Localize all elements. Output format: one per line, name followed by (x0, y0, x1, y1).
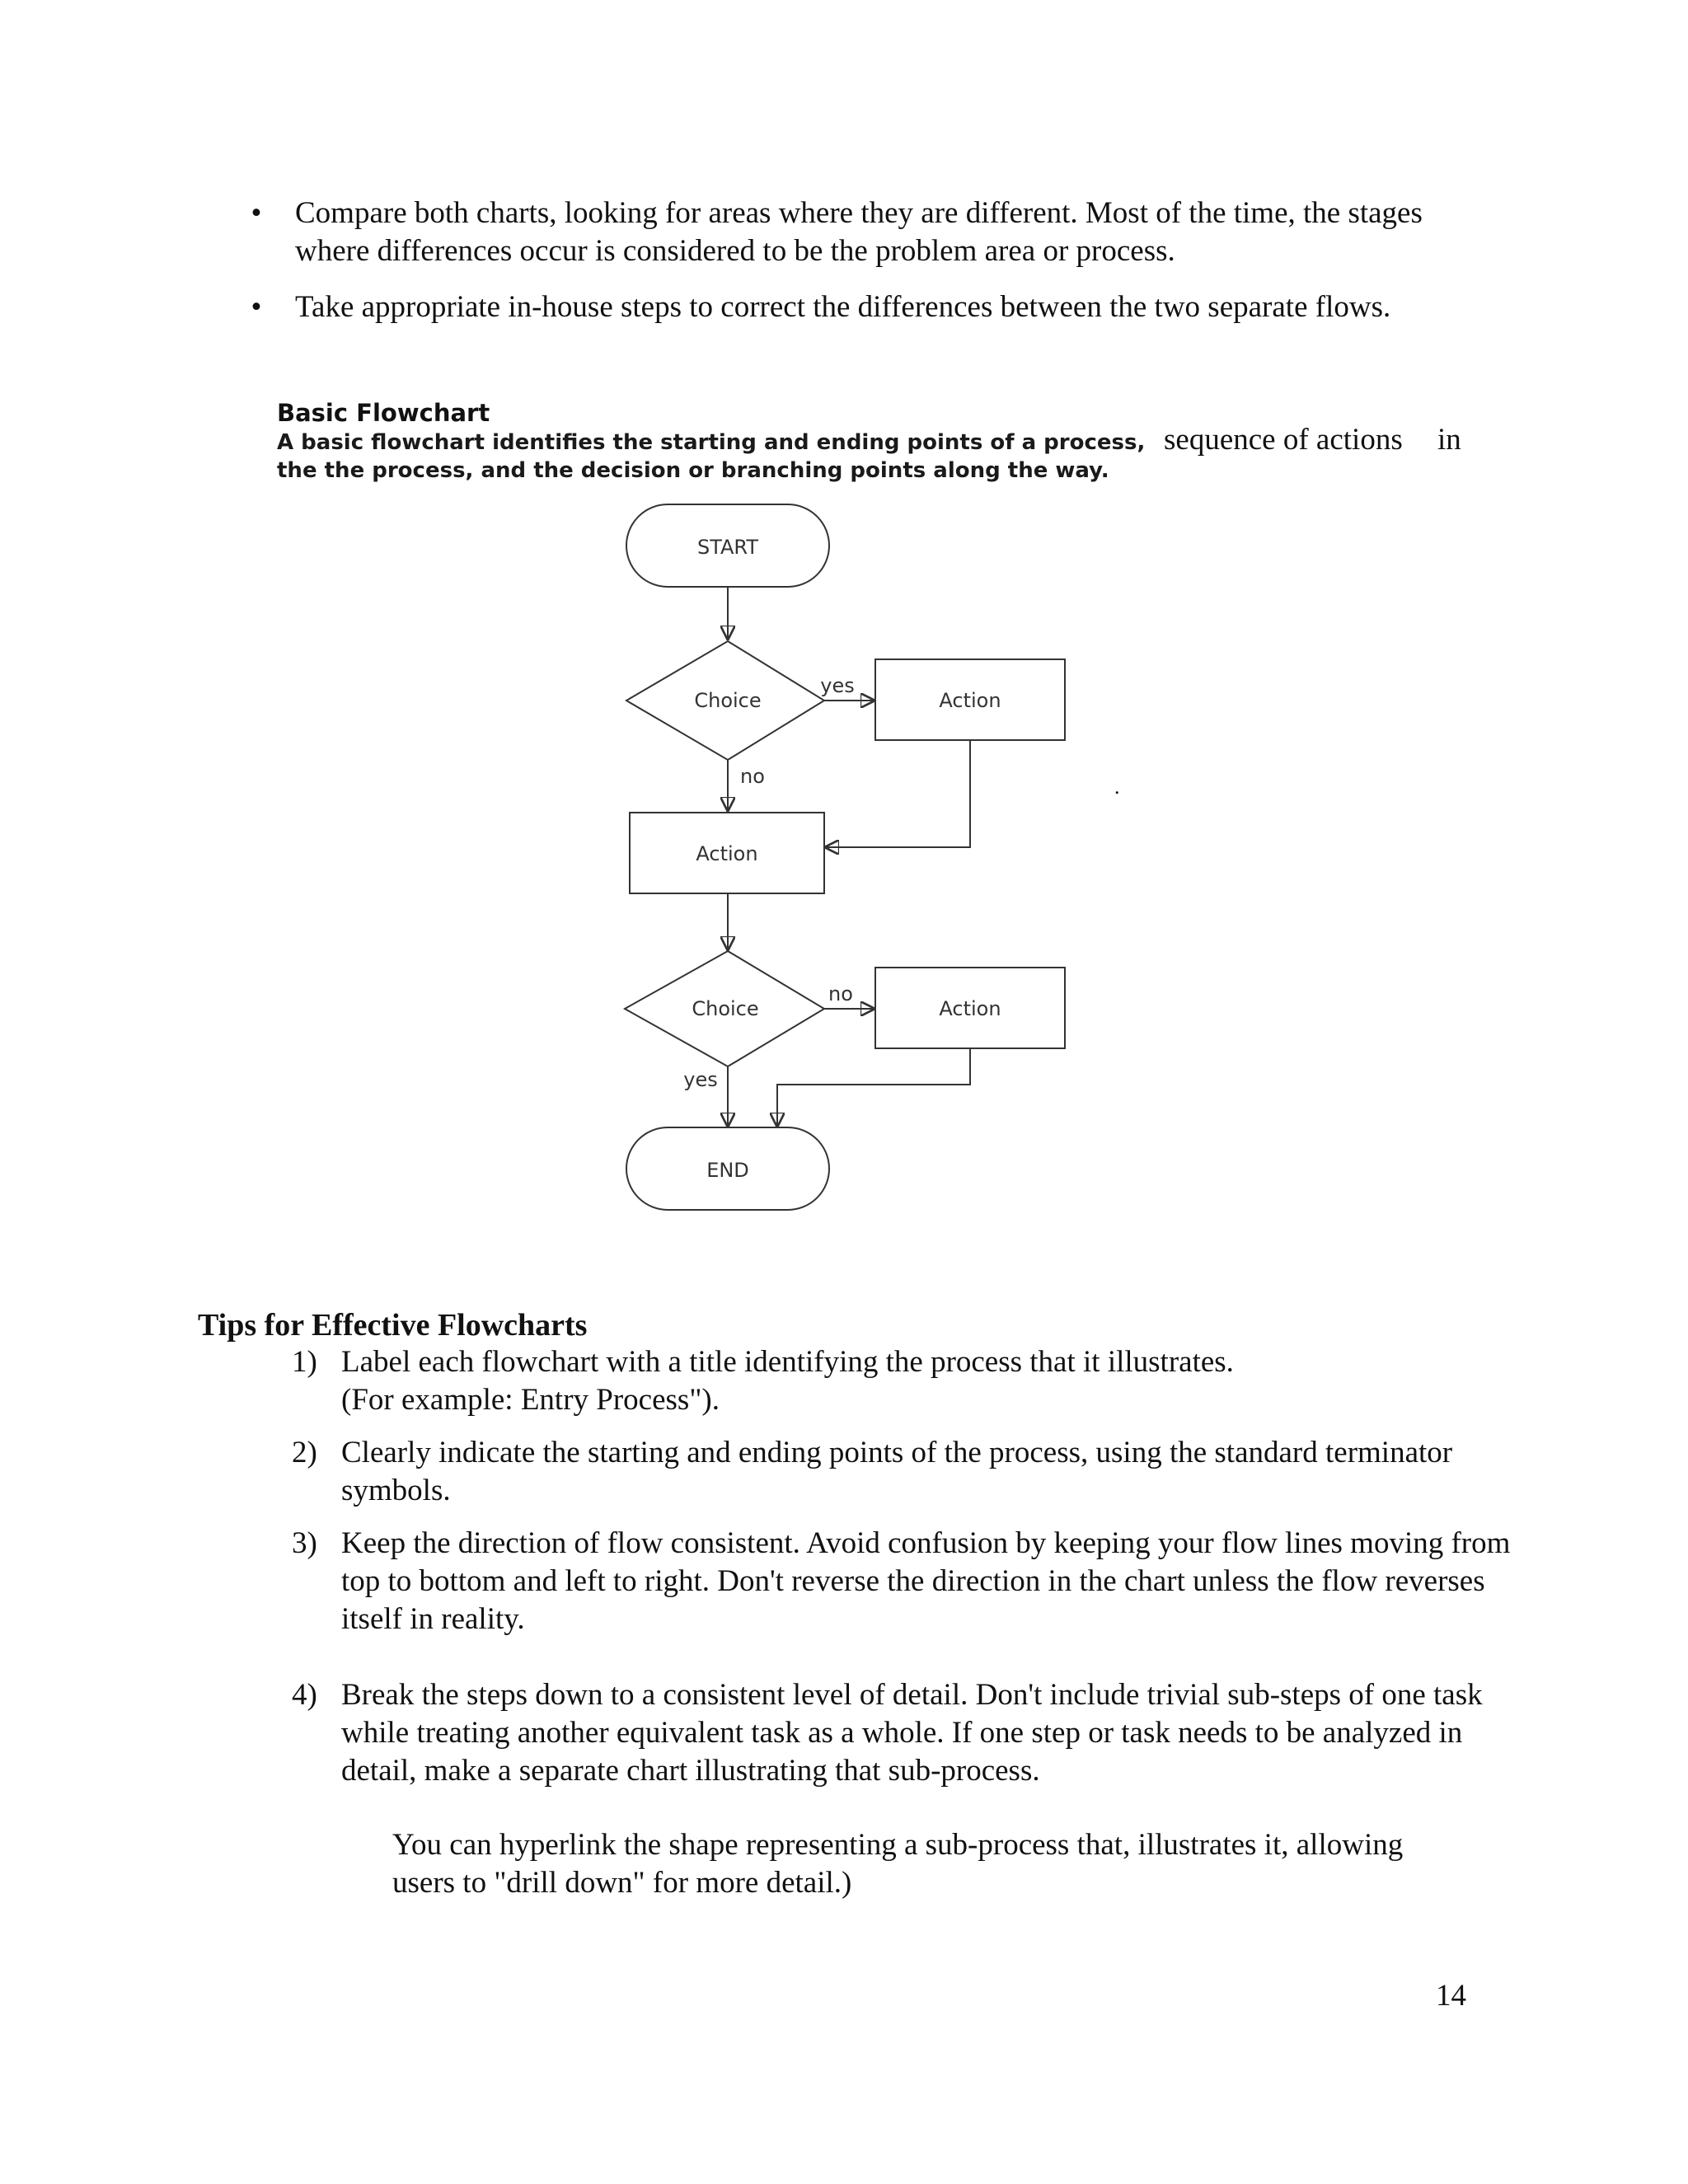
tip-subtext: (For example: Entry Process"). (341, 1383, 720, 1417)
flowchart-section-title: Basic Flowchart (277, 399, 490, 427)
tip-item (292, 1525, 1512, 1638)
bullet-text: Take appropriate in-house steps to correct the differences between the two separate flows. (295, 290, 1391, 324)
page-number: 14 (1436, 1979, 1466, 2013)
bullet-marker: • (251, 290, 262, 324)
bullet-list (244, 194, 1497, 344)
action-main-label: Action (696, 842, 758, 865)
tip-number: 2) (292, 1436, 317, 1469)
tip-text: Keep the direction of flow consistent. Avoid confusion by keeping your flow lines moving from top to bottom and left to right. Don't reverse the direction in the chart unless the flow reverses itself in reality. (341, 1526, 1511, 1636)
connector-action1-return (826, 740, 970, 847)
tip-text: Clearly indicate the starting and ending points of the process, using the standard terminator symbols. (341, 1436, 1453, 1507)
tip-number: 1) (292, 1345, 317, 1379)
end-label: END (706, 1159, 749, 1182)
flowchart-description-tail: sequence of actions (1164, 423, 1403, 457)
flowchart-section-description: A basic flowchart identifies the starting and ending points of a process, the the process, and the decision or branching points along the way. (277, 430, 1146, 483)
bullet-item (244, 288, 1497, 326)
start-label: START (696, 536, 759, 559)
tip-note: You can hyperlink the shape representing a sub-process that, illustrates it, allowing users to "drill down" for more detail.) (392, 1828, 1404, 1900)
bullet-item (244, 194, 1497, 270)
action-right-2-label: Action (939, 997, 1001, 1020)
choice-1-label: Choice (694, 689, 762, 712)
connector-action2-end (777, 1048, 970, 1126)
tip-text: Label each flowchart with a title identifying the process that it illustrates. (341, 1345, 1234, 1379)
flowchart-description-tail-2: in (1437, 423, 1461, 457)
choice-2-label: Choice (692, 997, 759, 1020)
stray-mark: . (1114, 775, 1120, 799)
action-right-1-label: Action (939, 689, 1001, 712)
yes-label-2: yes (683, 1068, 718, 1091)
no-label-2: no (828, 982, 853, 1005)
tip-number: 4) (292, 1678, 317, 1712)
tip-item (292, 1676, 1512, 1790)
tips-heading: Tips for Effective Flowcharts (198, 1308, 588, 1343)
basic-flowchart-diagram (610, 494, 1121, 1220)
tips-list (292, 1343, 1512, 1790)
no-label-1: no (740, 765, 765, 788)
bullet-text: Compare both charts, looking for areas where they are different. Most of the time, the stages where differences occur is considered to be the problem area or process. (295, 196, 1423, 268)
tip-item (292, 1434, 1512, 1510)
tip-text: Break the steps down to a consistent level of detail. Don't include trivial sub-steps of one task while treating another equivalent task as a whole. If one step or task needs to be analyzed in detail, make a separate chart illustrating that sub-process. (341, 1678, 1483, 1788)
bullet-marker: • (251, 196, 262, 230)
tip-number: 3) (292, 1526, 317, 1560)
yes-label-1: yes (820, 674, 855, 697)
tip-item (292, 1343, 1512, 1419)
